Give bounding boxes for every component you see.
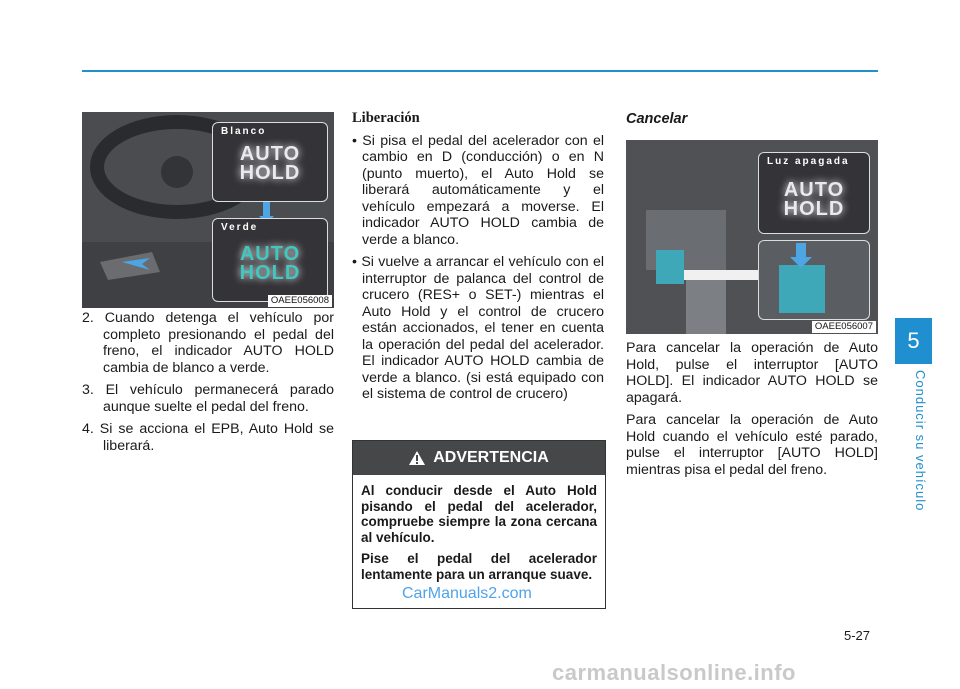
- release-bullet-1: • Si pisa el pedal del acelerador con el cambio en D (conducción) o en N (punto muerto), el Auto Hold se liberará automáticamente y el vehículo empezará a moverse. El indicador AUTO HOLD cambia de verde a blanco.: [352, 132, 604, 248]
- top-rule: [82, 70, 878, 72]
- switch-zoom-box: [758, 240, 870, 320]
- label-green: Verde: [221, 222, 259, 233]
- release-section: [352, 110, 604, 409]
- label-off: Luz apagada: [767, 156, 850, 167]
- warning-paragraph-2: Pise el pedal del acelerador lentamente para un arranque suave.: [361, 551, 597, 582]
- warning-triangle-icon: [409, 451, 425, 465]
- cancel-paragraph-1: Para cancelar la operación de Auto Hold, pulse el interruptor [AUTO HOLD]. El indicador AUTO HOLD se apagará.: [626, 340, 878, 406]
- label-white: Blanco: [221, 126, 267, 137]
- watermark-bottom: carmanualsonline.info: [552, 660, 796, 685]
- release-bullet-2: • Si vuelve a arrancar el vehículo con el interruptor de palanca del control de crucero (RES+ o SET-) mientras el Auto Hold y el control de crucero están accionados, el tener en cuenta la operación del pedal del acelerador. El indicador AUTO HOLD cambia de verde a blanco. (si está equipado con el sistema de control de crucero): [352, 254, 604, 402]
- figure-auto-hold-switch: [626, 140, 878, 334]
- release-heading: Liberación: [352, 110, 420, 126]
- figure-code-2: OAEE056007: [812, 321, 876, 333]
- cancel-heading: Cancelar: [626, 111, 688, 127]
- watermark-inline: CarManuals2.com: [402, 585, 532, 602]
- cancel-paragraph-2: Para cancelar la operación de Auto Hold cuando el vehículo esté parado, pulse el interruptor [AUTO HOLD] mientras pisa el pedal del freno.: [626, 412, 878, 478]
- warning-title: ADVERTENCIA: [433, 449, 549, 466]
- warning-paragraph-1: Al conducir desde el Auto Hold pisando el pedal del acelerador, compruebe siempre la zona cercana al vehículo.: [361, 483, 597, 545]
- chapter-title: Conducir su vehículo: [913, 370, 928, 512]
- step-2: 2. Cuando detenga el vehículo por completo presionando el pedal del freno, el indicador AUTO HOLD cambia de blanco a verde.: [82, 310, 334, 376]
- figure-code: OAEE056008: [268, 295, 332, 307]
- indicator-off-box: [758, 152, 870, 234]
- warning-header: [353, 441, 605, 475]
- figure-auto-hold-indicator: [82, 112, 334, 308]
- indicator-green-box: [212, 218, 328, 302]
- page-number: 5-27: [844, 628, 871, 643]
- warning-box: [352, 440, 606, 609]
- warning-body: [353, 475, 605, 582]
- step-3: 3. El vehículo permanecerá parado aunque suelte el pedal del freno.: [82, 382, 334, 415]
- auto-hold-off-badge: AUTO HOLD: [783, 179, 845, 220]
- step-4: 4. Si se acciona el EPB, Auto Hold se liberará.: [82, 421, 334, 454]
- switch-arrow-icon: [759, 241, 869, 319]
- steps-list: [82, 310, 334, 460]
- auto-hold-white-badge: AUTO HOLD: [239, 143, 301, 184]
- indicator-white-box: [212, 122, 328, 202]
- down-arrow-icon: [263, 202, 270, 216]
- chapter-number: 5: [895, 318, 932, 364]
- cancel-section: [626, 340, 878, 484]
- auto-hold-green-badge: AUTO HOLD: [239, 243, 301, 284]
